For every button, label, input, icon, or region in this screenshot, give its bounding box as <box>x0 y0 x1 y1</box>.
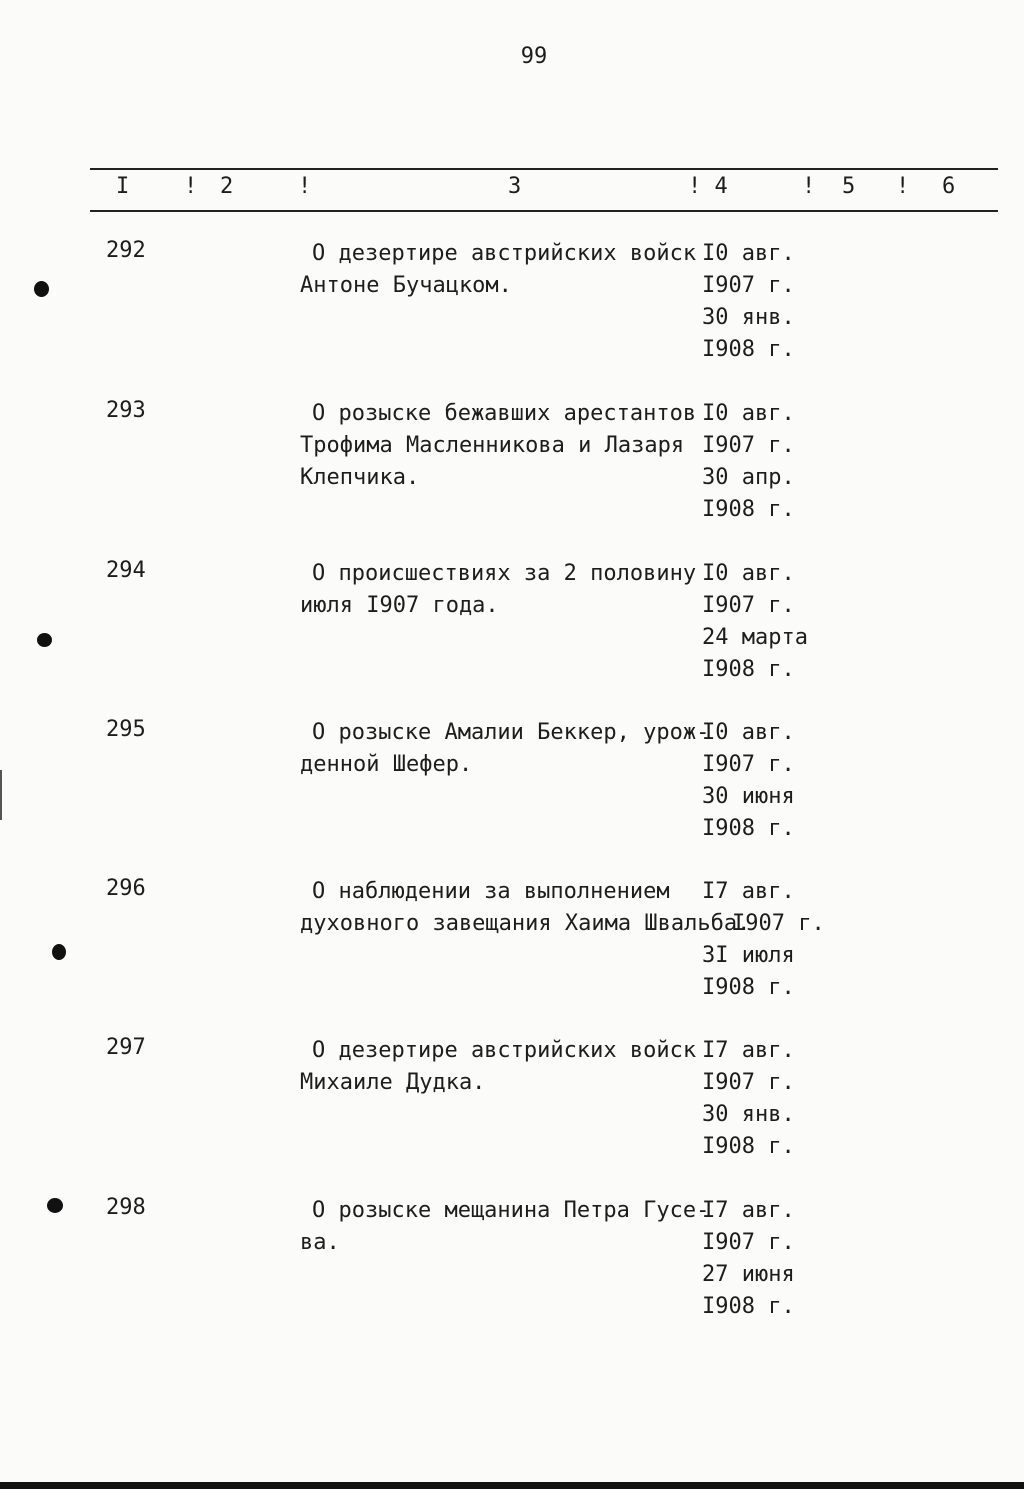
entry-dates: I0 авг. I907 г. 30 июня I908 г. <box>702 720 795 841</box>
binding-hole-icon <box>34 281 49 297</box>
entry-number: 297 <box>106 1035 146 1060</box>
entry-description: О дезертире австрийских войск Антоне Бучацком. <box>300 241 697 298</box>
column-header-5: 5 <box>842 174 856 199</box>
entry-description: О дезертире австрийских войск Михаиле Дудка. <box>300 1038 697 1095</box>
entry-dates: I7 авг. I907 г. 3I июля I908 г. <box>702 879 825 1000</box>
column-header-4: ! 4 <box>688 174 728 199</box>
entry-description: О розыске Амалии Беккер, урож- денной Шефер. <box>300 720 710 777</box>
column-separator: ! <box>184 174 198 199</box>
entry-description: О происшествиях за 2 половину июля I907 года. <box>300 561 697 618</box>
entry-number: 298 <box>106 1195 146 1220</box>
column-header-6: 6 <box>942 174 956 199</box>
entry-number: 295 <box>106 717 146 742</box>
entry-description: О наблюдении за выполнением духовного завещания Хаима Швальба. <box>300 879 751 936</box>
entry-dates: I0 авг. I907 г. 30 апр. I908 г. <box>702 401 795 522</box>
column-separator: ! <box>802 174 816 199</box>
scan-bottom-edge <box>0 1482 1024 1489</box>
column-header-1: I <box>116 174 130 199</box>
entry-number: 293 <box>106 398 146 423</box>
entry-number: 296 <box>106 876 146 901</box>
table-top-rule <box>90 168 998 170</box>
entry-dates: I0 авг. I907 г. 30 янв. I908 г. <box>702 241 795 362</box>
entry-dates: I7 авг. I907 г. 30 янв. I908 г. <box>702 1038 795 1159</box>
table-header-rule <box>90 210 998 212</box>
column-separator: ! <box>896 174 910 199</box>
binding-hole-icon <box>52 944 66 960</box>
column-header-3: 3 <box>508 174 522 199</box>
column-header-2: 2 <box>220 174 234 199</box>
entry-description: О розыске бежавших арестантов Трофима Масленникова и Лазаря Клепчика. <box>300 401 697 490</box>
scan-edge-mark <box>0 770 2 820</box>
entry-description: О розыске мещанина Петра Гусе- ва. <box>300 1198 710 1255</box>
binding-hole-icon <box>37 633 52 647</box>
entry-dates: I7 авг. I907 г. 27 июня I908 г. <box>702 1198 795 1319</box>
page-number: 99 <box>520 44 548 69</box>
binding-hole-icon <box>47 1198 63 1213</box>
entry-dates: I0 авг. I907 г. 24 марта I908 г. <box>702 561 808 682</box>
column-separator: ! <box>298 174 312 199</box>
entry-number: 294 <box>106 558 146 583</box>
entry-number: 292 <box>106 238 146 263</box>
